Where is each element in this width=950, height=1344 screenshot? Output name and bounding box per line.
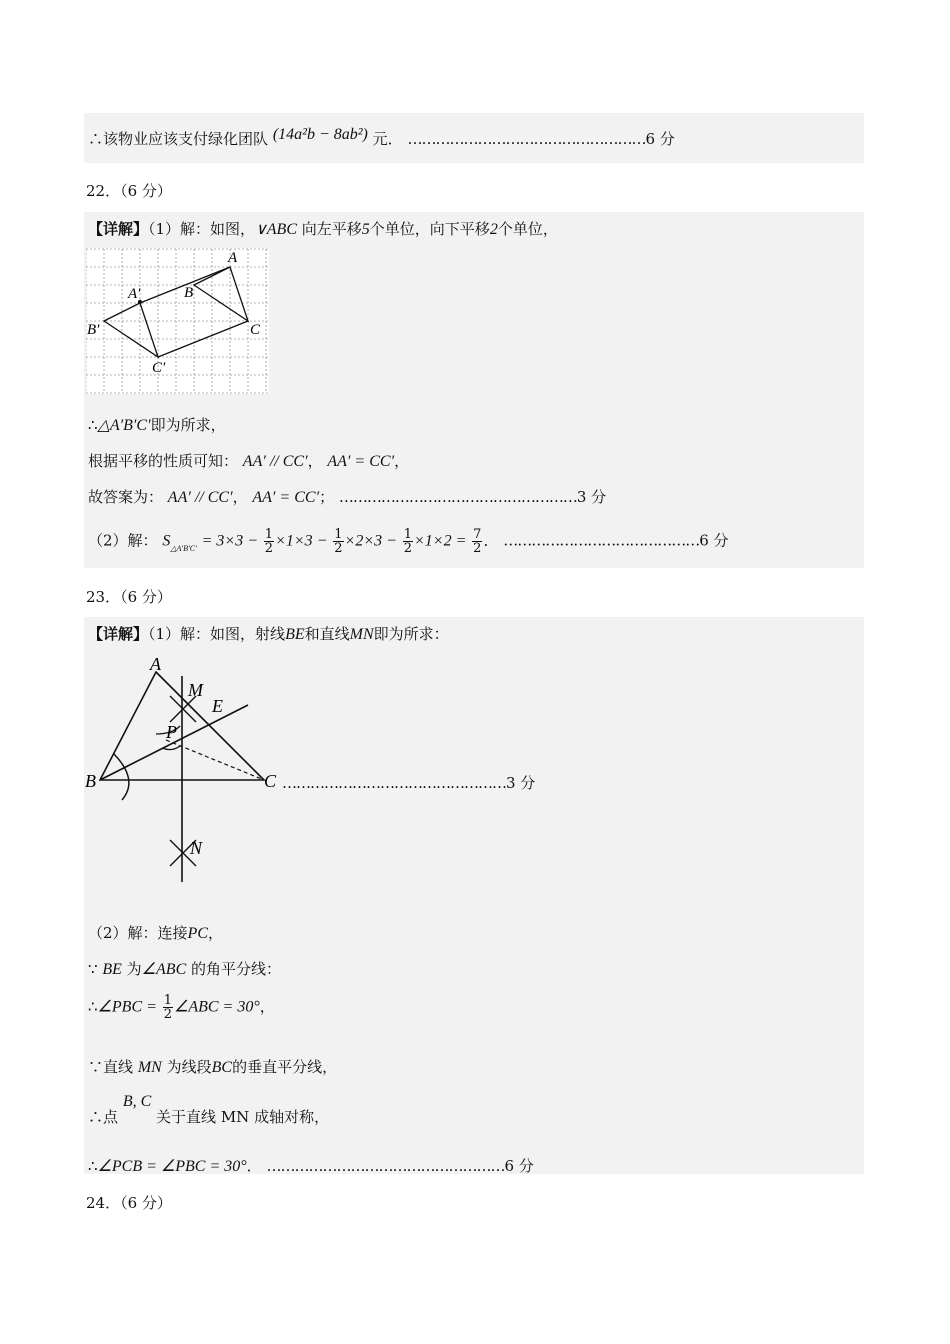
detail-tag: 【详解】 [88,220,149,238]
q23-part2-line: （2）解：连接PC， [88,924,224,942]
label-m: M [188,680,203,700]
score: 6 分 [645,130,675,148]
q22-property-line: 根据平移的性质可知： AA′ // CC′， AA′ = CC′， [88,452,410,470]
score: 3 分 [506,774,536,792]
q22-part1-line: 【详解】（1）解：如图，∨ABC 向左平移5个单位，向下平移2个单位， [88,220,558,238]
q23-step5: ∴∠PCB = ∠PBC = 30°． ……………………………………………6 分 [88,1157,534,1175]
q22-heading: 22．（6 分） [86,182,172,200]
q23-construction-figure [84,650,284,890]
label-c-prime: C′ [152,360,166,376]
q22-part2-line: （2）解： $S_{\triangle A'B'C'} = 3\times 3$ − $\frac{1}{2}$ ×1×3 − $\frac{1}{2}$ ×2×3 − $\frac{1}{2}$ ×1×2 = $\frac{7}{2}$ ． ……………………………………6 分 [88,527,729,556]
q24-heading: 24．（6 分） [86,1194,172,1212]
arc-b [114,754,129,800]
q23-figure-score-line: …………………………………………3 分 [282,774,536,792]
payment-expression: (14a²b − 8ab²) [272,126,368,143]
q22-grid-figure [86,248,269,394]
score: 6 分 [504,1157,534,1175]
q22-result-line: ∴△A′B′C′即为所求， [88,416,226,434]
q23-step4: ∴点 B, C 关于直线 MN 成轴对称， [88,1093,330,1126]
score: 3 分 [576,488,607,506]
label-a-prime: A′ [128,286,141,302]
label-e: E [212,696,223,716]
label-a: A [228,250,238,266]
q23-step2: ∴∠PBC = $\frac{1}{2}$ ∠ABC = 30°， [88,993,275,1022]
q22-answer-line: 故答案为： AA′ // CC′， AA′ = CC′； ……………………………………………3 分 [88,488,607,506]
label-c: C [264,771,277,791]
label-b: B [184,285,194,301]
segment-pc [166,740,264,780]
q23-step3: ∵直线 MN 为线段BC的垂直平分线， [88,1058,338,1076]
label-c: C [250,322,261,338]
label-b-prime: B′ [87,322,100,338]
q23-step1: ∵ BE 为∠ABC 的角平分线： [88,960,282,978]
detail-tag: 【详解】 [88,625,149,643]
label-a: A [150,654,161,674]
score: 6 分 [699,531,729,550]
q23-heading: 23．（6 分） [86,588,172,606]
q21-conclusion-line: ∴该物业应该支付绿化团队 (14a²b − 8ab²) 元． ……………………………………………6 分 [88,126,675,148]
q23-part1-line: 【详解】（1）解：如图，射线BE和直线MN即为所求： [88,625,449,643]
label-p: P [166,722,177,742]
label-n: N [190,838,203,858]
label-b: B [85,771,96,791]
therefore-symbol: ∴ [88,130,104,148]
